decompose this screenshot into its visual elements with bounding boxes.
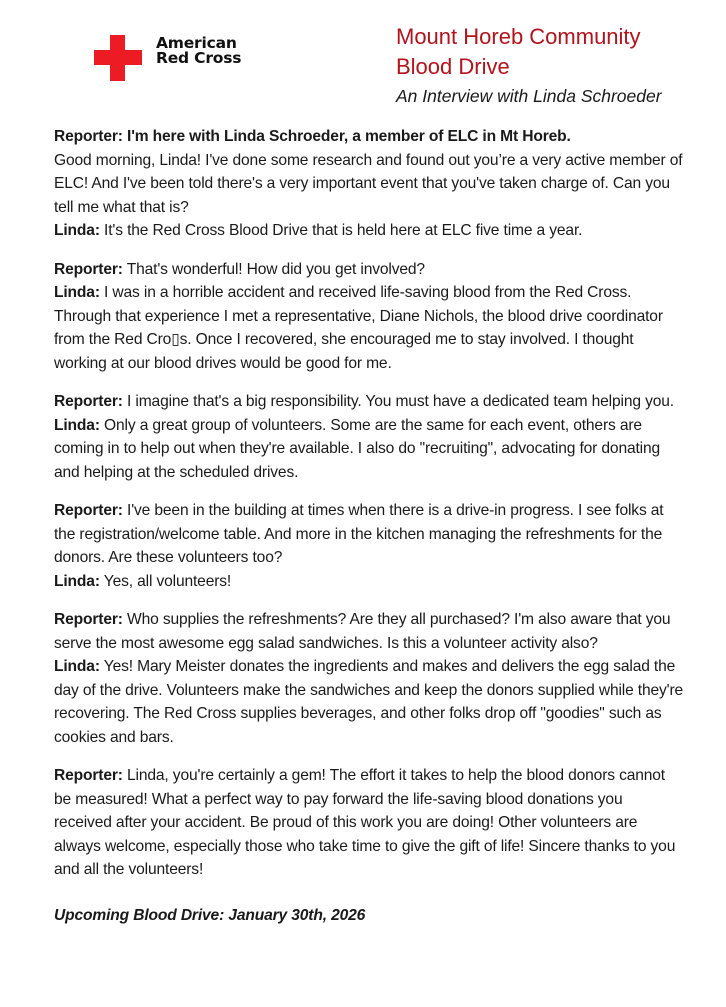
interview-line bbox=[54, 608, 684, 655]
interview-exchange bbox=[54, 608, 684, 749]
interview-line bbox=[54, 390, 684, 414]
speech-text: Linda, you're certainly a gem! The effort it takes to help the blood donors cannot be measured! What a perfect way to pay forward the life-saving blood donations you received after your accident. Be proud of this work you are doing! Other volunteers are always welcome, especially those who take time to give the gift of life! Sincere thanks to you and all the volunteers! bbox=[54, 767, 676, 878]
speech-text: Yes, all volunteers! bbox=[99, 572, 232, 590]
speech-text: I'm here with Linda Schroeder, a member of ELC in Mt Horeb. bbox=[122, 128, 571, 145]
speech-text: Good morning, Linda! I've done some research and found out you’re a very active member of ELC! And I've been told there's a very important event that you've taken charge of. Can you tell me what that is? bbox=[54, 151, 683, 216]
speaker-label: Linda: bbox=[54, 284, 100, 301]
speech-text: That's wonderful! How did you get involved? bbox=[122, 260, 425, 278]
speaker-label: Linda: bbox=[54, 572, 100, 590]
speaker-label: Reporter: bbox=[54, 393, 123, 410]
interview-content bbox=[54, 125, 684, 927]
interview-exchange bbox=[54, 764, 684, 882]
interview-line bbox=[54, 570, 684, 594]
speech-text: It's the Red Cross Blood Drive that is held here at ELC five time a year. bbox=[99, 222, 583, 239]
page-subtitle: An Interview with Linda Schroeder bbox=[396, 86, 662, 106]
interview-line bbox=[54, 219, 684, 243]
speech-text: Only a great group of volunteers. Some are the same for each event, others are coming in to help out when they're available. I also do "recruiting", advocating for donating and helping at the scheduled drives. bbox=[54, 416, 661, 481]
title-block bbox=[396, 22, 716, 108]
speaker-label: Reporter: bbox=[54, 767, 123, 784]
logo-text-line2: Red Cross bbox=[156, 49, 242, 67]
speaker-label: Linda: bbox=[54, 658, 100, 675]
interview-line bbox=[54, 125, 684, 149]
american-red-cross-logo bbox=[94, 35, 264, 81]
interview-exchange bbox=[54, 258, 684, 376]
interview-line bbox=[54, 258, 684, 282]
logo-text bbox=[156, 36, 241, 66]
page-title bbox=[396, 22, 716, 82]
speaker-label: Linda: bbox=[54, 416, 100, 434]
interview-line bbox=[54, 281, 684, 375]
interview-line bbox=[54, 149, 684, 220]
interview-line bbox=[54, 414, 684, 485]
upcoming-blood-drive: Upcoming Blood Drive: January 30th, 2026 bbox=[54, 906, 366, 924]
speech-text: I imagine that's a big responsibility. You must have a dedicated team helping you. bbox=[122, 393, 674, 410]
title-line-1: Mount Horeb Community bbox=[396, 24, 641, 49]
interview-exchange bbox=[54, 390, 684, 484]
red-cross-icon bbox=[94, 35, 142, 81]
speaker-label: Linda: bbox=[54, 222, 100, 239]
speech-text: I was in a horrible accident and received life-saving blood from the Red Cross. Through that experience I met a representative, Diane Nichols, the blood drive coordinator from the Red Cro▯s. Once I recovered, she encouraged me to stay involved. I thought working at our blood drives would be good for me. bbox=[54, 284, 663, 372]
interview-line bbox=[54, 764, 684, 882]
speaker-label: Reporter: bbox=[54, 128, 123, 145]
interview-line bbox=[54, 499, 684, 570]
speaker-label: Reporter: bbox=[54, 260, 123, 278]
speaker-label: Reporter: bbox=[54, 502, 123, 519]
speaker-label: Reporter: bbox=[54, 611, 123, 628]
interview-line bbox=[54, 655, 684, 749]
interview-exchange bbox=[54, 499, 684, 593]
title-line-2: Blood Drive bbox=[396, 54, 510, 79]
speech-text: Who supplies the refreshments? Are they all purchased? I'm also aware that you serve the most awesome egg salad sandwiches. Is this a volunteer activity also? bbox=[54, 611, 671, 652]
interview-exchange bbox=[54, 125, 684, 243]
logo-text-line1: American bbox=[156, 34, 237, 52]
speech-text: I've been in the building at times when there is a drive-in progress. I see folks at the registration/welcome table. And more in the kitchen managing the refreshments for the donors. Are these volunteers too? bbox=[54, 502, 664, 566]
speech-text: Yes! Mary Meister donates the ingredients and makes and delivers the egg salad the day of the drive. Volunteers make the sandwiches and keep the donors supplied while they're recovering. The Red Cross supplies beverages, and other folks drop off "goodies" such as cookies and bars. bbox=[54, 658, 684, 746]
